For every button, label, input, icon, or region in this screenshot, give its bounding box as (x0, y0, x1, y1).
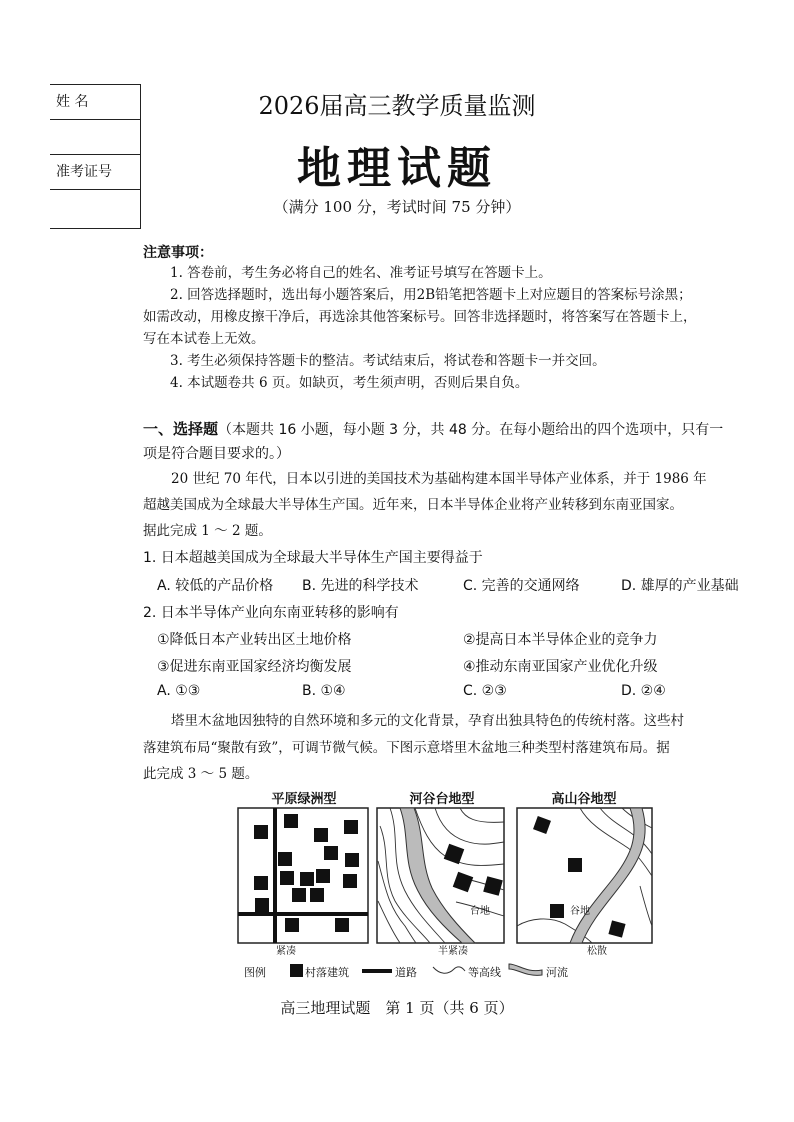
map-title-mountain-valley: 高山谷地型 (551, 792, 617, 807)
map-title-valley-terrace: 河谷台地型 (409, 792, 475, 807)
legend-contour-icon (432, 963, 466, 977)
question-1-stem: 1. 日本超越美国成为全球最大半导体生产国主要得益于 (143, 550, 483, 566)
q1-option-a: A. 较低的产品价格 (157, 578, 274, 594)
question-2-stem: 2. 日本半导体产业向东南亚转移的影响有 (143, 605, 399, 621)
passage-line: 落建筑布局“聚散有致”，可调节微气候。下图示意塔里木盆地三种类型村落建筑布局。据 (143, 740, 670, 756)
caption-loose: 松散 (587, 946, 607, 957)
section-heading-text: （本题共 16 小题，每小题 3 分，共 48 分。在每小题给出的四个选项中，只有一 (218, 422, 724, 438)
q2-statement-1: ①降低日本产业转出区土地价格 (157, 632, 352, 648)
village-layout-figure (230, 806, 660, 986)
exam-title: 2026届高三教学质量监测 (258, 92, 536, 120)
note-item: 1. 答卷前，考生务必将自己的姓名、准考证号填写在答题卡上。 (170, 265, 552, 281)
note-item: 2. 回答选择题时，选出每小题答案后，用2B铅笔把答题卡上对应题目的答案标号涂黑； (170, 287, 692, 303)
exam-id-label: 准考证号 (50, 155, 140, 190)
valley-label: 谷地 (570, 906, 590, 917)
passage-line: 据此完成 1 ～ 2 题。 (143, 523, 272, 539)
section-heading-bold: 一、选择题 (143, 420, 219, 438)
map-oasis (238, 808, 368, 943)
map-valley-terrace (377, 808, 504, 943)
q2-statement-4: ④推动东南亚国家产业优化升级 (463, 659, 658, 675)
passage-line: 塔里木盆地因独特的自然环境和多元的文化背景，孕育出独具特色的传统村落。这些村 (171, 713, 684, 729)
terrace-label: 台地 (470, 906, 490, 917)
q1-option-d: D. 雄厚的产业基础 (621, 578, 739, 594)
legend-road-icon (362, 969, 392, 973)
subject-title: 地理试题 (297, 143, 497, 194)
map-title-oasis: 平原绿洲型 (271, 792, 337, 807)
legend-building: 村落建筑 (305, 966, 349, 979)
legend-river: 河流 (546, 966, 568, 979)
exam-subtitle: （满分 100 分，考试时间 75 分钟） (273, 198, 521, 216)
caption-compact: 紧凑 (276, 946, 296, 957)
passage-line: 20 世纪 70 年代，日本以引进的美国技术为基础构建本国半导体产业体系，并于 1986 年 (171, 471, 707, 487)
q2-statement-3: ③促进东南亚国家经济均衡发展 (157, 659, 352, 675)
legend-building-icon (290, 964, 303, 977)
q2-option-d: D. ②④ (621, 683, 666, 699)
q2-option-c: C. ②③ (463, 683, 507, 699)
q2-statement-2: ②提高日本半导体企业的竞争力 (463, 632, 658, 648)
legend-contour: 等高线 (468, 966, 501, 979)
note-item: 4. 本试题卷共 6 页。如缺页，考生须声明，否则后果自负。 (170, 375, 529, 391)
q2-option-a: A. ①③ (157, 683, 201, 699)
q2-option-b: B. ①④ (302, 683, 346, 699)
note-item: 3. 考生必须保持答题卡的整洁。考试结束后，将试卷和答题卡一并交回。 (170, 353, 606, 369)
section-heading-line2: 项是符合题目要求的。） (143, 446, 290, 462)
q1-option-c: C. 完善的交通网络 (463, 578, 580, 594)
legend-road: 道路 (395, 966, 417, 979)
note-item: 写在本试卷上无效。 (143, 331, 265, 347)
note-item: 如需改动，用橡皮擦干净后，再选涂其他答案标号。回答非选择题时，将答案写在答题卡上， (143, 309, 697, 325)
legend-river-icon (508, 961, 544, 977)
passage-line: 此完成 3 ～ 5 题。 (143, 766, 259, 782)
passage-line: 超越美国成为全球最大半导体生产国。近年来，日本半导体企业将产业转移到东南亚国家。 (143, 497, 683, 513)
name-label: 姓 名 (50, 85, 140, 120)
page-footer: 高三地理试题 第 1 页（共 6 页） (280, 999, 514, 1017)
section-heading (143, 418, 753, 439)
q1-option-b: B. 先进的科学技术 (302, 578, 419, 594)
legend-label: 图例 (244, 966, 266, 979)
notes-heading: 注意事项： (143, 245, 213, 261)
map-mountain-valley (517, 808, 652, 943)
caption-semi-compact: 半紧凑 (438, 946, 468, 957)
